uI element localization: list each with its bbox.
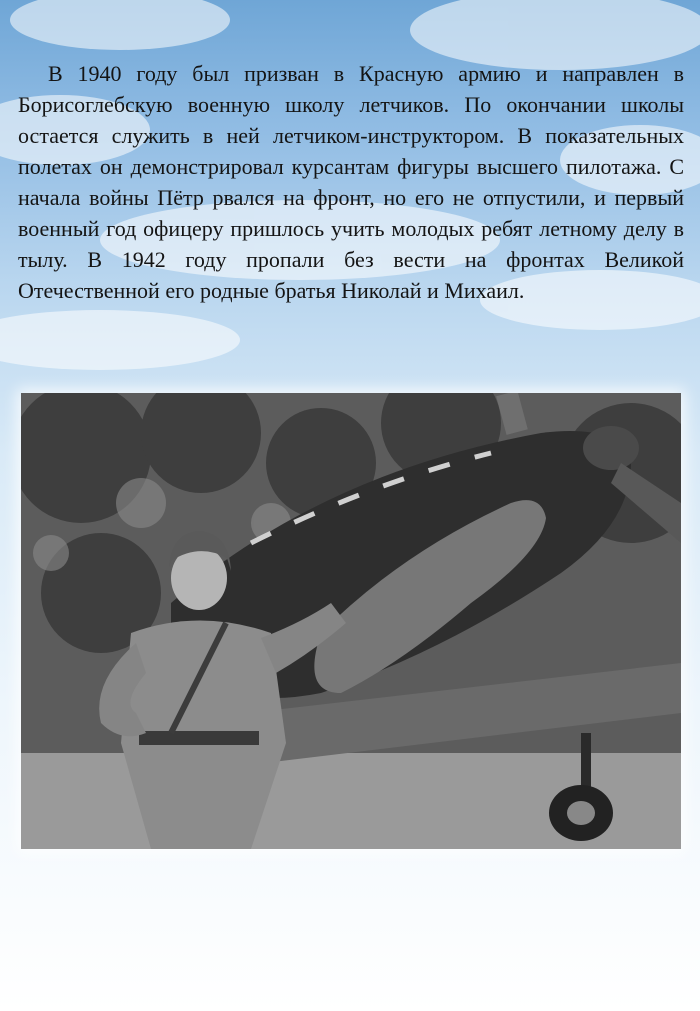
pilot-photo bbox=[21, 393, 681, 849]
biography-paragraph: В 1940 году был призван в Красную армию и направлен в Борисоглебскую военную школу летчиков. По окончании школы остается служить в ней летчиком-инструктором. В показательных полетах он демонстрировал курсантам фигуры высшего пилотажа. С начала войны Пётр рвался на фронт, но его не отпустили, и первый военный год офицеру пришлось учить молодых ребят летному делу в тылу. В 1942 году пропали без вести на фронтах Великой Отечественной его родные братья Николай и Михаил. bbox=[18, 61, 684, 303]
pilot-with-aircraft-photo-icon bbox=[21, 393, 681, 849]
